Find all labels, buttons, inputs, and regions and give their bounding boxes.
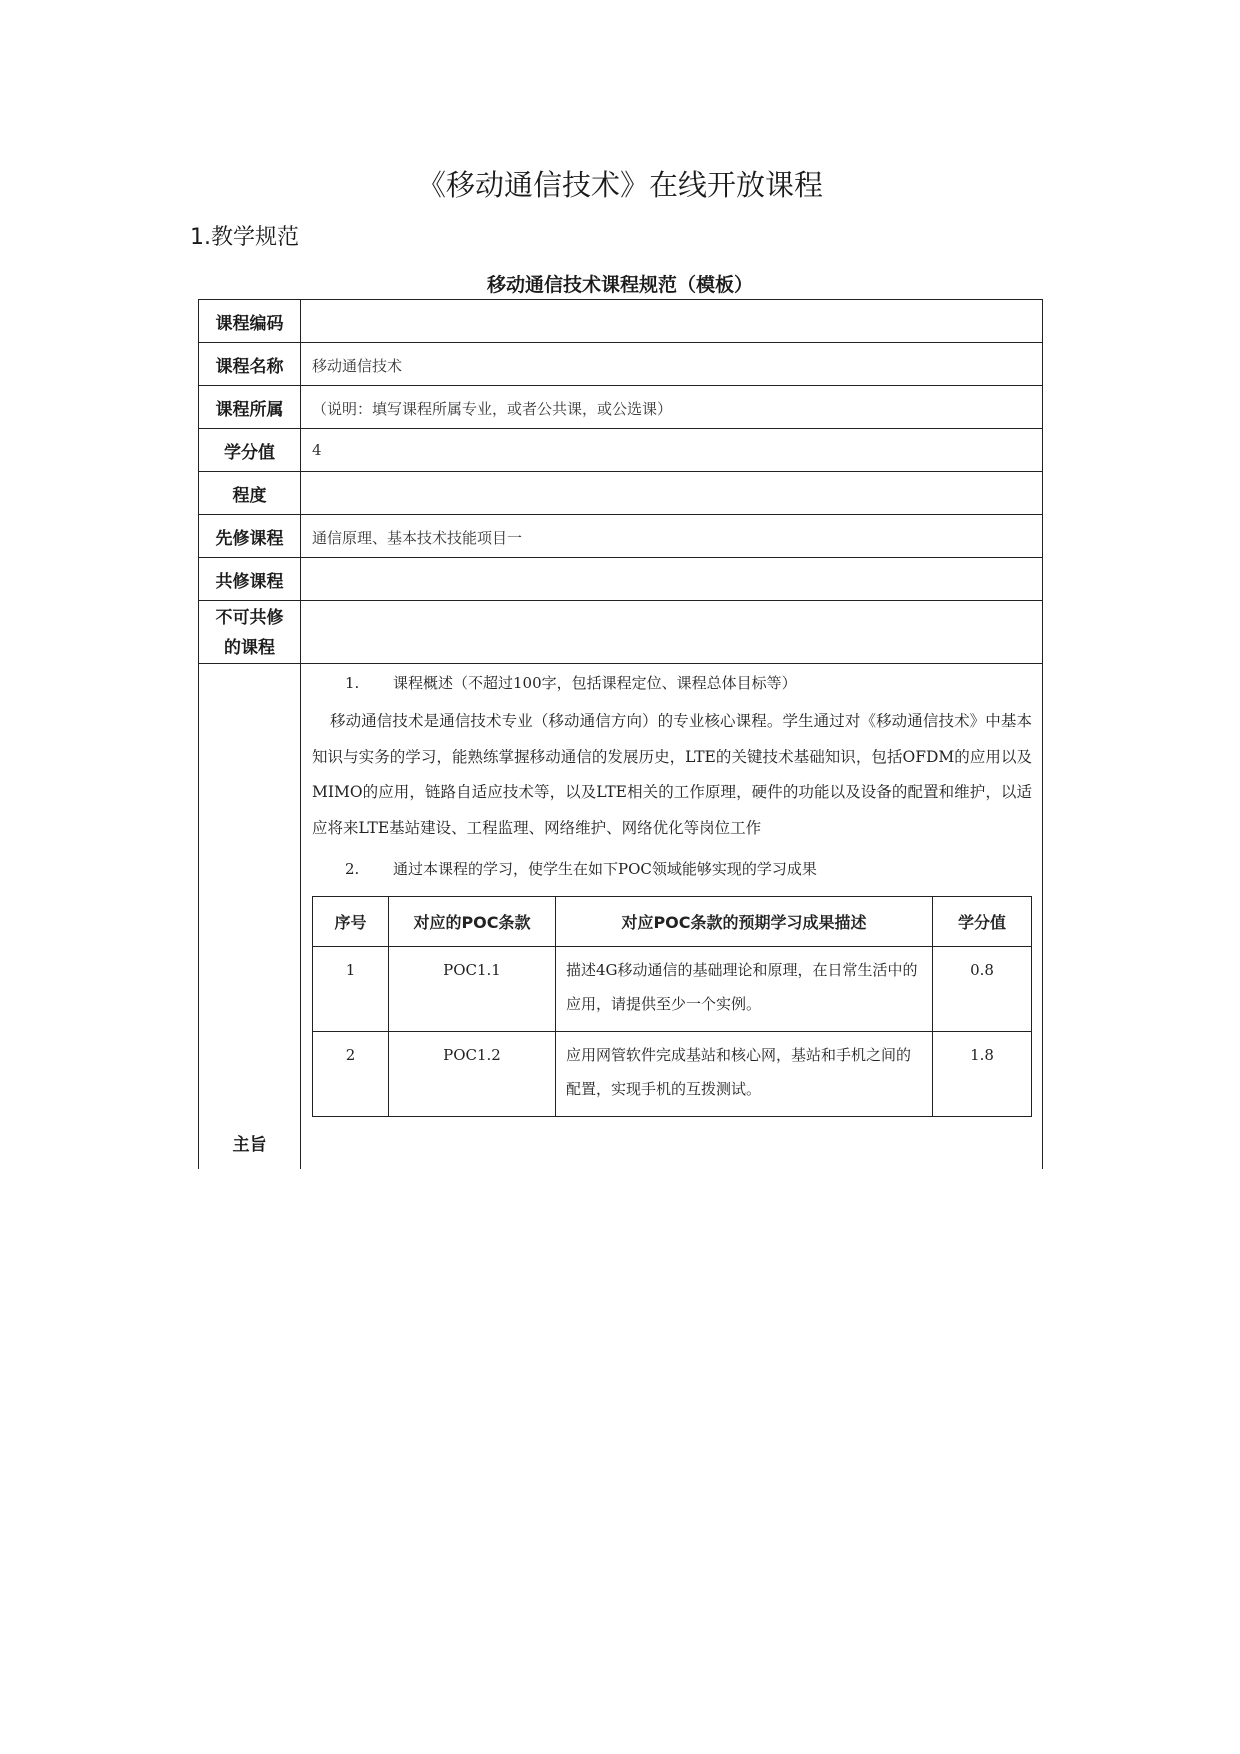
outcomes-heading-text: 通过本课程的学习，使学生在如下POC领域能够实现的学习成果 [393,860,817,878]
overview-heading [312,672,1032,694]
course-affiliation-label: 课程所属 [199,386,301,429]
poc-header-description: 对应POC条款的预期学习成果描述 [556,897,933,947]
table-row [199,300,1043,343]
table-row [199,664,1043,1169]
poc-table [312,896,1032,1117]
table-row [199,601,1043,664]
poc-cell-description: 描述4G移动通信的基础理论和原理，在日常生活中的应用，请提供至少一个实例。 [556,947,933,1032]
credit-label: 学分值 [199,429,301,472]
section-heading: 1.教学规范 [190,225,299,250]
course-name-value: 移动通信技术 [301,343,1043,386]
course-code-value [301,300,1043,343]
poc-header-credit: 学分值 [933,897,1032,947]
level-label: 程度 [199,472,301,515]
course-spec-table [198,299,1043,1169]
poc-cell-clause: POC1.1 [389,947,556,1032]
course-affiliation-value: （说明：填写课程所属专业，或者公共课，或公选课） [301,386,1043,429]
poc-header-row [313,897,1032,947]
poc-cell-credit: 0.8 [933,947,1032,1032]
table-row [313,1032,1032,1117]
course-name-label: 课程名称 [199,343,301,386]
table-row [199,515,1043,558]
overview-paragraph: 移动通信技术是通信技术专业（移动通信方向）的专业核心课程。学生通过对《移动通信技术》中基本知识与实务的学习，能熟练掌握移动通信的发展历史，LTE的关键技术基础知识，包括OFDM的应用以及MIMO的应用，链路自适应技术等，以及LTE相关的工作原理，硬件的功能以及设备的配置和维护，以适应将来LTE基站建设、工程监理、网络维护、网络优化等岗位工作 [312,712,1032,837]
course-code-label: 课程编码 [199,300,301,343]
table-row [199,429,1043,472]
poc-cell-description: 应用网管软件完成基站和核心网，基站和手机之间的配置，实现手机的互拨测试。 [556,1032,933,1117]
prerequisite-value: 通信原理、基本技术技能项目一 [301,515,1043,558]
document-title: 《移动通信技术》在线开放课程 [416,168,823,202]
outcomes-heading-number: 2. [345,860,360,878]
overview-heading-text: 课程概述（不超过100字，包括课程定位、课程总体目标等） [393,674,797,692]
table-row [199,343,1043,386]
non-corequisite-label-line2: 的课程 [224,638,275,658]
table-row [199,558,1043,601]
poc-header-clause: 对应的POC条款 [389,897,556,947]
poc-cell-no: 1 [313,947,389,1032]
non-corequisite-value [301,601,1043,664]
prerequisite-label: 先修课程 [199,515,301,558]
outcomes-heading [312,858,1032,880]
table-title: 移动通信技术课程规范（模板） [486,274,753,296]
table-row [313,947,1032,1032]
overview-heading-number: 1. [345,674,360,692]
credit-value: 4 [301,429,1043,472]
poc-cell-no: 2 [313,1032,389,1117]
poc-header-no: 序号 [313,897,389,947]
poc-cell-credit: 1.8 [933,1032,1032,1117]
non-corequisite-label-line1: 不可共修 [215,608,284,628]
main-purpose-content [301,664,1043,1169]
corequisite-value [301,558,1043,601]
main-purpose-label: 主旨 [199,664,301,1169]
non-corequisite-label [199,601,301,664]
corequisite-label: 共修课程 [199,558,301,601]
table-row [199,386,1043,429]
level-value [301,472,1043,515]
table-row [199,472,1043,515]
poc-cell-clause: POC1.2 [389,1032,556,1117]
